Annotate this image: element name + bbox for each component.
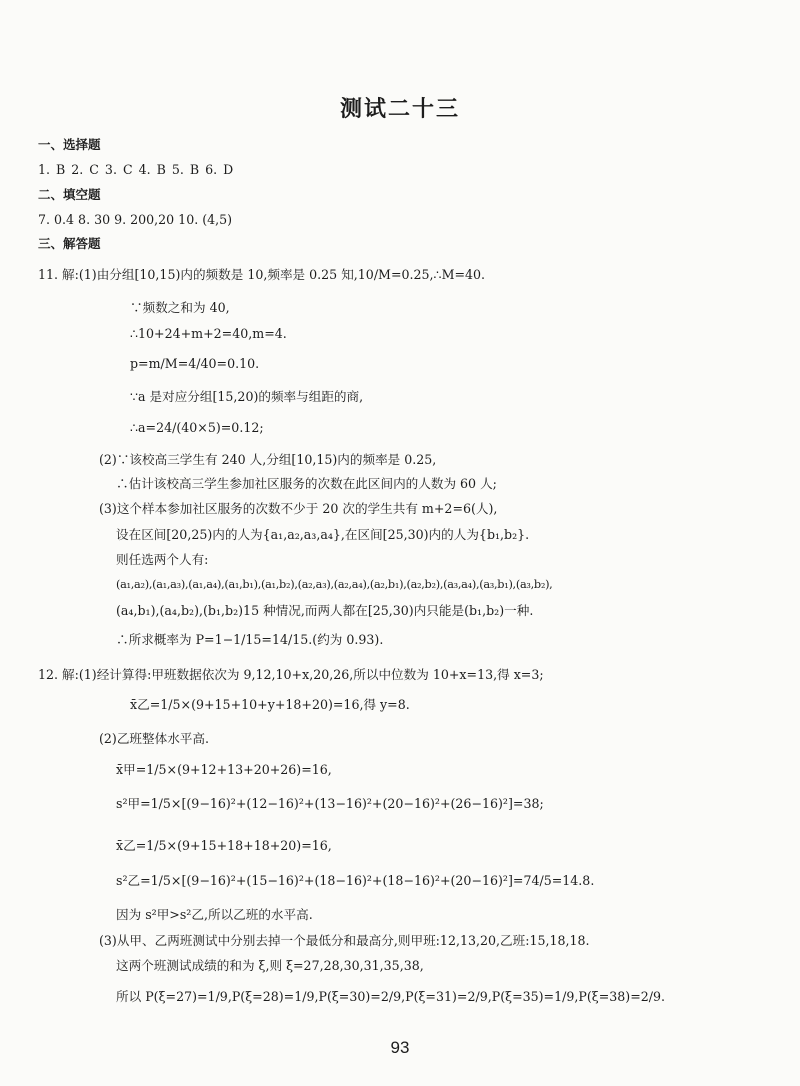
q11-line: ∴10+24+m+2=40,m=4. — [130, 326, 287, 341]
choice-answers: 1. B 2. C 3. C 4. B 5. B 6. D — [38, 162, 234, 177]
q12-line: s²乙=1/5×[(9−16)²+(15−16)²+(18−16)²+(18−16)²+(20−16)²]=74/5=14.8. — [116, 873, 595, 888]
q11-pairs: (a₄,b₁),(a₄,b₂),(b₁,b₂)15 种情况,而两人都在[25,30)内只能是(b₁,b₂)一种. — [116, 603, 534, 618]
fill-answers: 7. 0.4 8. 30 9. 200,20 10. (4,5) — [38, 212, 233, 227]
q12-part3: (3)从甲、乙两班测试中分别去掉一个最低分和最高分,则甲班:12,13,20,乙班:15,18,18. — [99, 933, 590, 948]
q11-line: ∴估计该校高三学生参加社区服务的次数在此区间内的人数为 60 人; — [116, 476, 497, 491]
q11-pairs: (a₁,a₂),(a₁,a₃),(a₁,a₄),(a₁,b₁),(a₁,b₂),(a₂,a₃),(a₂,a₄),(a₂,b₁),(a₂,b₂),(a₃,a₄),(a₃,b₁),(a₃,b₂), — [116, 578, 553, 591]
q11-line: ∴a=24/(40×5)=0.12; — [130, 420, 264, 435]
q12-part1: 12. 解:(1)经计算得:甲班数据依次为 9,12,10+x,20,26,所以中位数为 10+x=13,得 x=3; — [38, 667, 544, 682]
q12-line: 这两个班测试成绩的和为 ξ,则 ξ=27,28,30,31,35,38, — [116, 958, 424, 973]
q11-line: ∵频数之和为 40, — [130, 300, 230, 315]
choice-heading: 一、选择题 — [38, 137, 101, 152]
q11-part1: 11. 解:(1)由分组[10,15)内的频数是 10,频率是 0.25 知,10/M=0.25,∴M=40. — [38, 267, 486, 282]
q12-line: x̄乙=1/5×(9+15+18+18+20)=16, — [116, 838, 332, 853]
q12-line: s²甲=1/5×[(9−16)²+(12−16)²+(13−16)²+(20−16)²+(26−16)²]=38; — [116, 796, 544, 811]
page-number: 93 — [390, 1038, 410, 1057]
q11-line: p=m/M=4/40=0.10. — [130, 356, 260, 371]
q11-answer: ∴所求概率为 P=1−1/15=14/15.(约为 0.93). — [116, 632, 384, 647]
page-title: 测试二十三 — [339, 97, 460, 122]
q12-line: x̄乙=1/5×(9+15+10+y+18+20)=16,得 y=8. — [130, 697, 410, 712]
q11-line: 则任选两个人有: — [116, 552, 209, 567]
q12-answer: 所以 P(ξ=27)=1/9,P(ξ=28)=1/9,P(ξ=30)=2/9,P(ξ=31)=2/9,P(ξ=35)=1/9,P(ξ=38)=2/9. — [116, 989, 666, 1004]
q11-line: 设在区间[20,25)内的人为{a₁,a₂,a₃,a₄},在区间[25,30)内的人为{b₁,b₂}. — [116, 527, 530, 542]
solution-heading: 三、解答题 — [38, 236, 101, 251]
q12-part2: (2)乙班整体水平高. — [99, 731, 209, 746]
q11-line: ∵a 是对应分组[15,20)的频率与组距的商, — [130, 389, 364, 404]
q12-line: 因为 s²甲>s²乙,所以乙班的水平高. — [116, 907, 313, 922]
fill-heading: 二、填空题 — [38, 187, 101, 202]
q12-line: x̄甲=1/5×(9+12+13+20+26)=16, — [116, 762, 332, 777]
q11-part3: (3)这个样本参加社区服务的次数不少于 20 次的学生共有 m+2=6(人), — [99, 501, 498, 516]
q11-part2: (2)∵该校高三学生有 240 人,分组[10,15)内的频率是 0.25, — [99, 452, 437, 467]
